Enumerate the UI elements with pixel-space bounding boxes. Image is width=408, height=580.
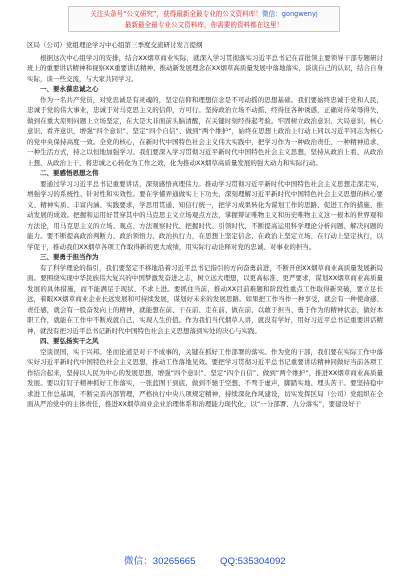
body-paragraph: 空谈误国，实干兴邦。坐而论道是对干不成事的，关键在抓好工作部署的落实。作为党的干部，我们要在实际工作中落实好习近平新时代中国特色社会主义思想，推动工作落地见效。要把学习贯彻习近平总书记重要讲话精神同做好当前各项工作结合起来，坚持以人民为中心的发展思想，增强“四个意识”、坚定“四个自信”、做到“两个维护”，推进XX烟草商业高质量发展。要以钉钉子精神抓好工作落实，一张蓝图干到底，做到不驰于空想、不骛于虚声，脚踏实地、埋头苦干。要坚持稳中求进工作总基调，不断完善内部管理，严格执行中央八项规定精神，持续深化作风建设，切实发挥区局（公司）党组织在全面从严治党中的主体责任，推进XX烟草商业企业治理体系和治理能力现代化，以“一分部署、九分落实”，要建设好干: [27, 347, 383, 408]
document-title: 区局（公司）党组理论学习中心组第三季度交流研讨发言提纲: [27, 41, 203, 49]
banner-promo-text: 关注头条号“公文研究”，获得最新全最专业的公文资料库！: [90, 10, 262, 18]
body-paragraph: 要通过学习习近平总书记重要讲话，深刻感悟真理伟力。推动学习贯彻习近平新时代中国特色社会主义思想走深走实，增强学习的系统性、针对性和实效性。要在学懂弄通做实上下功夫，深刻理解习近平新时代中国特色社会主义思想的核心要义、精神实质、丰富内涵、实践要求，学思用贯通、知信行统一，把学习成果转化为谋划工作的思路、促进工作的措施、推动发展的成效。把握和运用好贯穿其中的马克思主义立场观点方法，掌握辩证唯物主义和历史唯物主义这一根本的世界观和方法论，用马克思主义的立场、观点、方法观察时代、把握时代、引领时代，不断提高运用科学理论分析问题、解决问题的能力。要不断提高政治判断力、政治领悟力、政治执行力，在思想上坚定信念、在政治上坚定立场、在行动上坚定执行，以学促干，推动我们XX烟草各项工作取得新的更大成绩，用实际行动诠释对党的忠诚、对事业的担当。: [27, 179, 383, 251]
section-heading: 二、要感悟思想之伟: [40, 169, 99, 177]
document-body: [27, 40, 383, 538]
body-paragraph: 根据这次中心组学习的安排，结合XX烟草商业实际，就深入学习贯彻落实习近平总书记在首批领主要领导干部专题研讨班上的重要讲话精神和视察XX重要讲话精神、推动新发展理念在XX烟草高质量发展中落地落实，谈谈自己的认识，结合自身实际，谈一些交流，与大家共同学习。: [27, 53, 383, 83]
section-heading: 三、要勇于担当作为: [40, 253, 99, 261]
banner-line-1: [69, 9, 339, 20]
body-paragraph: 有了科学理论的指引，我们要坚定不移地沿着习近平总书记指引的方向奋勇前进，不断开创XX烟草商业高质量发展新局面。要围绕实现中华民族伟大复兴的中国梦激发奋进之志，树立远大理想，以更高标准、更严要求，谋划XX烟草商业高质量发展的具体措施，而不能满足于现状、不求上进。要抓住当前，推动XX目前难题和阶段性重点工作取得新突破，要立足长远，着眼XX烟草商业企业长远发展和可持续发展，谋划好未来的发展思路。如果把工作当作一种享受，就会有一种使命感、责任感，就会有一股奋发向上的精神，就能想在前、干在前、走在前、做在前，以敢于担当、勇于作为的精神状态，做好本职工作，就能在工作中不断成就自己，实现人生价值。作为我们当代烟草人讲，就没有学好，用好习近平总书记重要讲话精神，就没有把习近平总书记新时代中国特色社会主义思想落到实处的决心与实践。: [27, 263, 383, 335]
banner-line-2: 最新最全最专业公文资料库，你需要的资料都在这里！: [124, 21, 284, 29]
footer-contact: [0, 552, 408, 572]
promo-banner: [68, 6, 340, 32]
section-heading: 一、要永葆忠诚之心: [40, 85, 99, 93]
section-heading: 四、要弘扬实干之风: [40, 337, 99, 345]
footer-wechat: 微信：30265665: [124, 556, 196, 567]
body-paragraph: 作为一名共产党员，对党忠诚是有灵魂的，坚定信仰和理想信念是不可动摇的思想基础。我们要始终忠诚于党和人民，忠诚于党的伟大事业，忠诚于对马克思主义的信仰，方可行。坚持政治立场不动摇，经得住各种诱惑，正确对待荣辱得失，做到在重大原则问题上立场坚定，在大是大非面前头脑清醒，在关键时刻经得起考验。牢固树立政治意识、大局意识、核心意识、看齐意识，增强“四个意识”、坚定“四个自信”、做到“两个维护”，始终在思想上政治上行动上同以习近平同志为核心的党中央保持高度一致。全党的核心，在新时代中国特色社会主义伟大实践中，把学习作为一种政治责任、一种精神追求、一种生活方式，持之以恒地加强学习。我们要深入学习贯彻习近平新时代中国特色社会主义思想，坚持从政治上看、从政治上想、从政治上干，将忠诚之心转化为工作之效，化为推动XX烟草高质量发展的强大动力和实际行动。: [27, 95, 383, 167]
footer-qq: QQ:535304092: [220, 556, 286, 567]
paragraph-list: [27, 53, 383, 410]
banner-wechat-link[interactable]: 微信：gongwenyj: [261, 10, 318, 18]
